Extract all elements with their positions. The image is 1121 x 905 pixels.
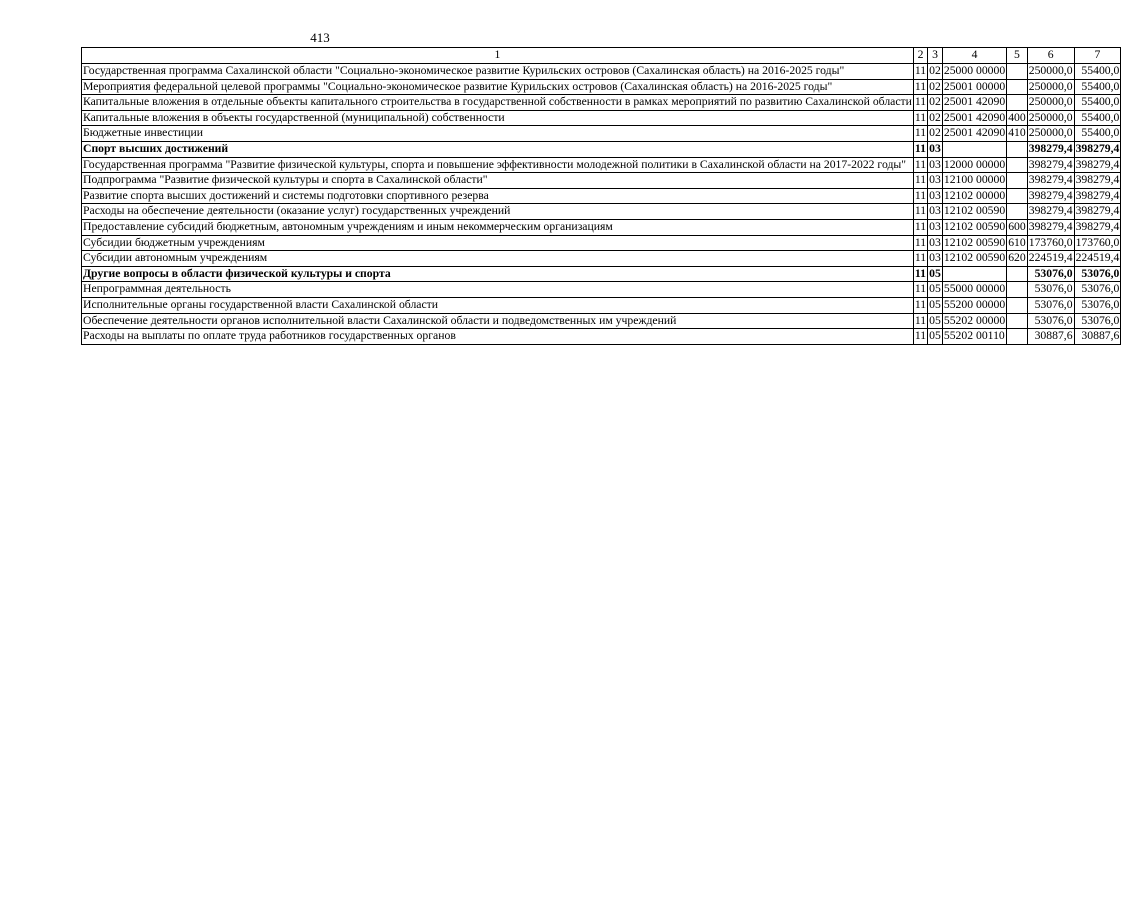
amount-2020-cell: 398279,4 <box>1074 188 1121 204</box>
target-article-cell: 25001 00000 <box>942 79 1006 95</box>
amount-2020-cell: 53076,0 <box>1074 282 1121 298</box>
column-header: 1 <box>82 48 914 64</box>
table-row <box>82 157 1121 173</box>
table-row <box>82 141 1121 157</box>
section-code-cell: 11 <box>913 126 927 142</box>
column-header: 3 <box>928 48 943 64</box>
target-article-cell: 55202 00000 <box>942 313 1006 329</box>
subsection-code-cell: 03 <box>928 219 943 235</box>
section-code-cell: 11 <box>913 157 927 173</box>
expense-type-cell <box>1007 188 1028 204</box>
section-code-cell: 11 <box>913 235 927 251</box>
target-article-cell <box>942 141 1006 157</box>
section-code-cell: 11 <box>913 266 927 282</box>
column-header: 7 <box>1074 48 1121 64</box>
row-name-cell: Капитальные вложения в отдельные объекты капитального строительства в государственной собственности в рамках мероприятий по развитию Сахалинской области <box>82 95 914 111</box>
row-name-cell: Спорт высших достижений <box>82 141 914 157</box>
expense-type-cell <box>1007 79 1028 95</box>
amount-2019-cell: 53076,0 <box>1027 313 1074 329</box>
target-article-cell: 25001 42090 <box>942 126 1006 142</box>
amount-2019-cell: 173760,0 <box>1027 235 1074 251</box>
target-article-cell: 12102 00000 <box>942 188 1006 204</box>
subsection-code-cell: 03 <box>928 251 943 267</box>
section-code-cell: 11 <box>913 110 927 126</box>
expense-type-cell: 410 <box>1007 126 1028 142</box>
target-article-cell: 55200 00000 <box>942 297 1006 313</box>
target-article-cell: 12000 00000 <box>942 157 1006 173</box>
row-name-cell: Другие вопросы в области физической культуры и спорта <box>82 266 914 282</box>
table-row <box>82 282 1121 298</box>
column-header: 5 <box>1007 48 1028 64</box>
row-name-cell: Развитие спорта высших достижений и системы подготовки спортивного резерва <box>82 188 914 204</box>
amount-2020-cell: 173760,0 <box>1074 235 1121 251</box>
amount-2019-cell: 250000,0 <box>1027 79 1074 95</box>
amount-2019-cell: 398279,4 <box>1027 157 1074 173</box>
subsection-code-cell: 03 <box>928 157 943 173</box>
expense-type-cell <box>1007 173 1028 189</box>
section-code-cell: 11 <box>913 64 927 80</box>
expense-type-cell <box>1007 282 1028 298</box>
table-row <box>82 266 1121 282</box>
column-header: 6 <box>1027 48 1074 64</box>
subsection-code-cell: 05 <box>928 313 943 329</box>
table-row <box>82 64 1121 80</box>
target-article-cell: 25001 42090 <box>942 110 1006 126</box>
expense-type-cell <box>1007 64 1028 80</box>
column-header: 4 <box>942 48 1006 64</box>
amount-2019-cell: 30887,6 <box>1027 329 1074 345</box>
subsection-code-cell: 03 <box>928 188 943 204</box>
target-article-cell: 25000 00000 <box>942 64 1006 80</box>
target-article-cell: 12100 00000 <box>942 173 1006 189</box>
expense-type-cell: 400 <box>1007 110 1028 126</box>
expense-type-cell <box>1007 297 1028 313</box>
amount-2019-cell: 398279,4 <box>1027 141 1074 157</box>
row-name-cell: Субсидии бюджетным учреждениям <box>82 235 914 251</box>
table-row <box>82 235 1121 251</box>
amount-2019-cell: 53076,0 <box>1027 282 1074 298</box>
table-row <box>82 329 1121 345</box>
expense-type-cell <box>1007 141 1028 157</box>
amount-2020-cell: 398279,4 <box>1074 219 1121 235</box>
amount-2020-cell: 398279,4 <box>1074 173 1121 189</box>
amount-2020-cell: 55400,0 <box>1074 79 1121 95</box>
expense-type-cell <box>1007 266 1028 282</box>
subsection-code-cell: 05 <box>928 329 943 345</box>
subsection-code-cell: 02 <box>928 79 943 95</box>
subsection-code-cell: 03 <box>928 173 943 189</box>
amount-2019-cell: 53076,0 <box>1027 266 1074 282</box>
amount-2020-cell: 55400,0 <box>1074 110 1121 126</box>
subsection-code-cell: 02 <box>928 110 943 126</box>
subsection-code-cell: 02 <box>928 126 943 142</box>
amount-2019-cell: 398279,4 <box>1027 204 1074 220</box>
amount-2019-cell: 53076,0 <box>1027 297 1074 313</box>
section-code-cell: 11 <box>913 204 927 220</box>
amount-2020-cell: 55400,0 <box>1074 126 1121 142</box>
expense-type-cell <box>1007 157 1028 173</box>
table-row <box>82 219 1121 235</box>
page-number: 413 <box>310 30 330 45</box>
row-name-cell: Расходы на обеспечение деятельности (оказание услуг) государственных учреждений <box>82 204 914 220</box>
subsection-code-cell: 05 <box>928 297 943 313</box>
header-row <box>82 48 1121 64</box>
row-name-cell: Государственная программа Сахалинской области "Социально-экономическое развитие Курильских островов (Сахалинская область) на 2016-2025 годы" <box>82 64 914 80</box>
subsection-code-cell: 02 <box>928 64 943 80</box>
row-name-cell: Предоставление субсидий бюджетным, автономным учреждениям и иным некоммерческим организациям <box>82 219 914 235</box>
amount-2020-cell: 53076,0 <box>1074 297 1121 313</box>
amount-2020-cell: 55400,0 <box>1074 64 1121 80</box>
row-name-cell: Субсидии автономным учреждениям <box>82 251 914 267</box>
section-code-cell: 11 <box>913 188 927 204</box>
amount-2019-cell: 250000,0 <box>1027 126 1074 142</box>
row-name-cell: Государственная программа "Развитие физической культуры, спорта и повышение эффективности молодежной политики в Сахалинской области на 2017-2022 годы" <box>82 157 914 173</box>
table-row <box>82 297 1121 313</box>
row-name-cell: Расходы на выплаты по оплате труда работников государственных органов <box>82 329 914 345</box>
section-code-cell: 11 <box>913 297 927 313</box>
amount-2019-cell: 250000,0 <box>1027 64 1074 80</box>
row-name-cell: Подпрограмма "Развитие физической культуры и спорта в Сахалинской области" <box>82 173 914 189</box>
expense-type-cell <box>1007 313 1028 329</box>
amount-2020-cell: 55400,0 <box>1074 95 1121 111</box>
table-row <box>82 188 1121 204</box>
expense-type-cell <box>1007 329 1028 345</box>
target-article-cell: 25001 42090 <box>942 95 1006 111</box>
section-code-cell: 11 <box>913 219 927 235</box>
target-article-cell: 12102 00590 <box>942 219 1006 235</box>
target-article-cell <box>942 266 1006 282</box>
subsection-code-cell: 03 <box>928 141 943 157</box>
amount-2020-cell: 398279,4 <box>1074 204 1121 220</box>
target-article-cell: 12102 00590 <box>942 235 1006 251</box>
subsection-code-cell: 03 <box>928 235 943 251</box>
amount-2019-cell: 398279,4 <box>1027 219 1074 235</box>
subsection-code-cell: 02 <box>928 95 943 111</box>
section-code-cell: 11 <box>913 79 927 95</box>
subsection-code-cell: 03 <box>928 204 943 220</box>
amount-2019-cell: 250000,0 <box>1027 110 1074 126</box>
row-name-cell: Бюджетные инвестиции <box>82 126 914 142</box>
row-name-cell: Обеспечение деятельности органов исполнительной власти Сахалинской области и подведомственных им учреждений <box>82 313 914 329</box>
row-name-cell: Непрограммная деятельность <box>82 282 914 298</box>
table-row <box>82 126 1121 142</box>
target-article-cell: 12102 00590 <box>942 251 1006 267</box>
expense-type-cell: 610 <box>1007 235 1028 251</box>
expense-type-cell <box>1007 204 1028 220</box>
expense-type-cell: 620 <box>1007 251 1028 267</box>
table-row <box>82 313 1121 329</box>
target-article-cell: 55202 00110 <box>942 329 1006 345</box>
amount-2020-cell: 224519,4 <box>1074 251 1121 267</box>
section-code-cell: 11 <box>913 173 927 189</box>
expense-type-cell <box>1007 95 1028 111</box>
target-article-cell: 55000 00000 <box>942 282 1006 298</box>
section-code-cell: 11 <box>913 282 927 298</box>
amount-2019-cell: 398279,4 <box>1027 188 1074 204</box>
subsection-code-cell: 05 <box>928 266 943 282</box>
amount-2020-cell: 53076,0 <box>1074 313 1121 329</box>
column-header: 2 <box>913 48 927 64</box>
amount-2019-cell: 224519,4 <box>1027 251 1074 267</box>
table-row <box>82 110 1121 126</box>
table-row <box>82 204 1121 220</box>
section-code-cell: 11 <box>913 329 927 345</box>
row-name-cell: Капитальные вложения в объекты государственной (муниципальной) собственности <box>82 110 914 126</box>
amount-2020-cell: 53076,0 <box>1074 266 1121 282</box>
amount-2020-cell: 30887,6 <box>1074 329 1121 345</box>
target-article-cell: 12102 00590 <box>942 204 1006 220</box>
amount-2019-cell: 250000,0 <box>1027 95 1074 111</box>
amount-2019-cell: 398279,4 <box>1027 173 1074 189</box>
row-name-cell: Мероприятия федеральной целевой программы "Социально-экономическое развитие Курильских островов (Сахалинская область) на 2016-2025 годы" <box>82 79 914 95</box>
budget-table <box>81 47 1121 345</box>
section-code-cell: 11 <box>913 95 927 111</box>
amount-2020-cell: 398279,4 <box>1074 157 1121 173</box>
table-row <box>82 95 1121 111</box>
table-row <box>82 251 1121 267</box>
table-row <box>82 173 1121 189</box>
row-name-cell: Исполнительные органы государственной власти Сахалинской области <box>82 297 914 313</box>
amount-2020-cell: 398279,4 <box>1074 141 1121 157</box>
section-code-cell: 11 <box>913 141 927 157</box>
subsection-code-cell: 05 <box>928 282 943 298</box>
expense-type-cell: 600 <box>1007 219 1028 235</box>
section-code-cell: 11 <box>913 313 927 329</box>
section-code-cell: 11 <box>913 251 927 267</box>
table-row <box>82 79 1121 95</box>
